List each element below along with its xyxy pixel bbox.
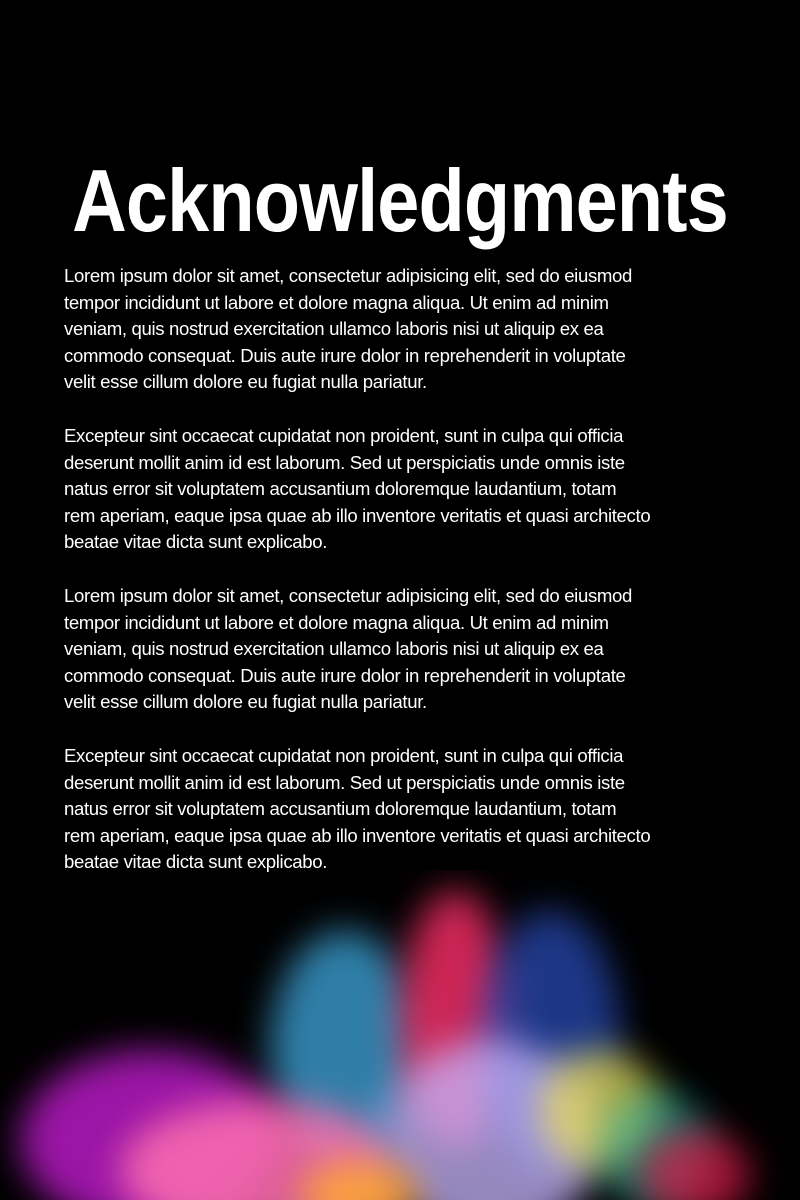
paragraph-4: Excepteur sint occaecat cupidatat non proident, sunt in culpa qui officia deserunt mollit anim id est laborum. Sed ut perspiciatis unde omnis iste natus error sit voluptatem accusantium doloremque laudantium, totam rem aperiam, eaque ipsa quae ab illo inventore veritatis et quasi architecto beatae vitae dicta sunt explicabo. bbox=[64, 744, 651, 873]
acknowledgments-body bbox=[64, 263, 754, 903]
paragraph-2: Excepteur sint occaecat cupidatat non proident, sunt in culpa qui officia deserunt mollit anim id est laborum. Sed ut perspiciatis unde omnis iste natus error sit voluptatem accusantium doloremque laudantium, totam rem aperiam, eaque ipsa quae ab illo inventore veritatis et quasi architecto beatae vitae dicta sunt explicabo. bbox=[64, 424, 651, 553]
paragraph-3: Lorem ipsum dolor sit amet, consectetur adipisicing elit, sed do eiusmod tempor incididunt ut labore et dolore magna aliqua. Ut enim ad minim veniam, quis nostrud exercitation ullamco laboris nisi ut aliquip ex ea commodo consequat. Duis aute irure dolor in reprehenderit in voluptate velit esse cillum dolore eu fugiat nulla pariatur. bbox=[64, 584, 633, 713]
page-title: Acknowledgments bbox=[72, 150, 728, 250]
color-powder-explosion-image bbox=[0, 870, 800, 1200]
paragraph-1: Lorem ipsum dolor sit amet, consectetur adipisicing elit, sed do eiusmod tempor incididunt ut labore et dolore magna aliqua. Ut enim ad minim veniam, quis nostrud exercitation ullamco laboris nisi ut aliquip ex ea commodo consequat. Duis aute irure dolor in reprehenderit in voluptate velit esse cillum dolore eu fugiat nulla pariatur. bbox=[64, 265, 633, 393]
